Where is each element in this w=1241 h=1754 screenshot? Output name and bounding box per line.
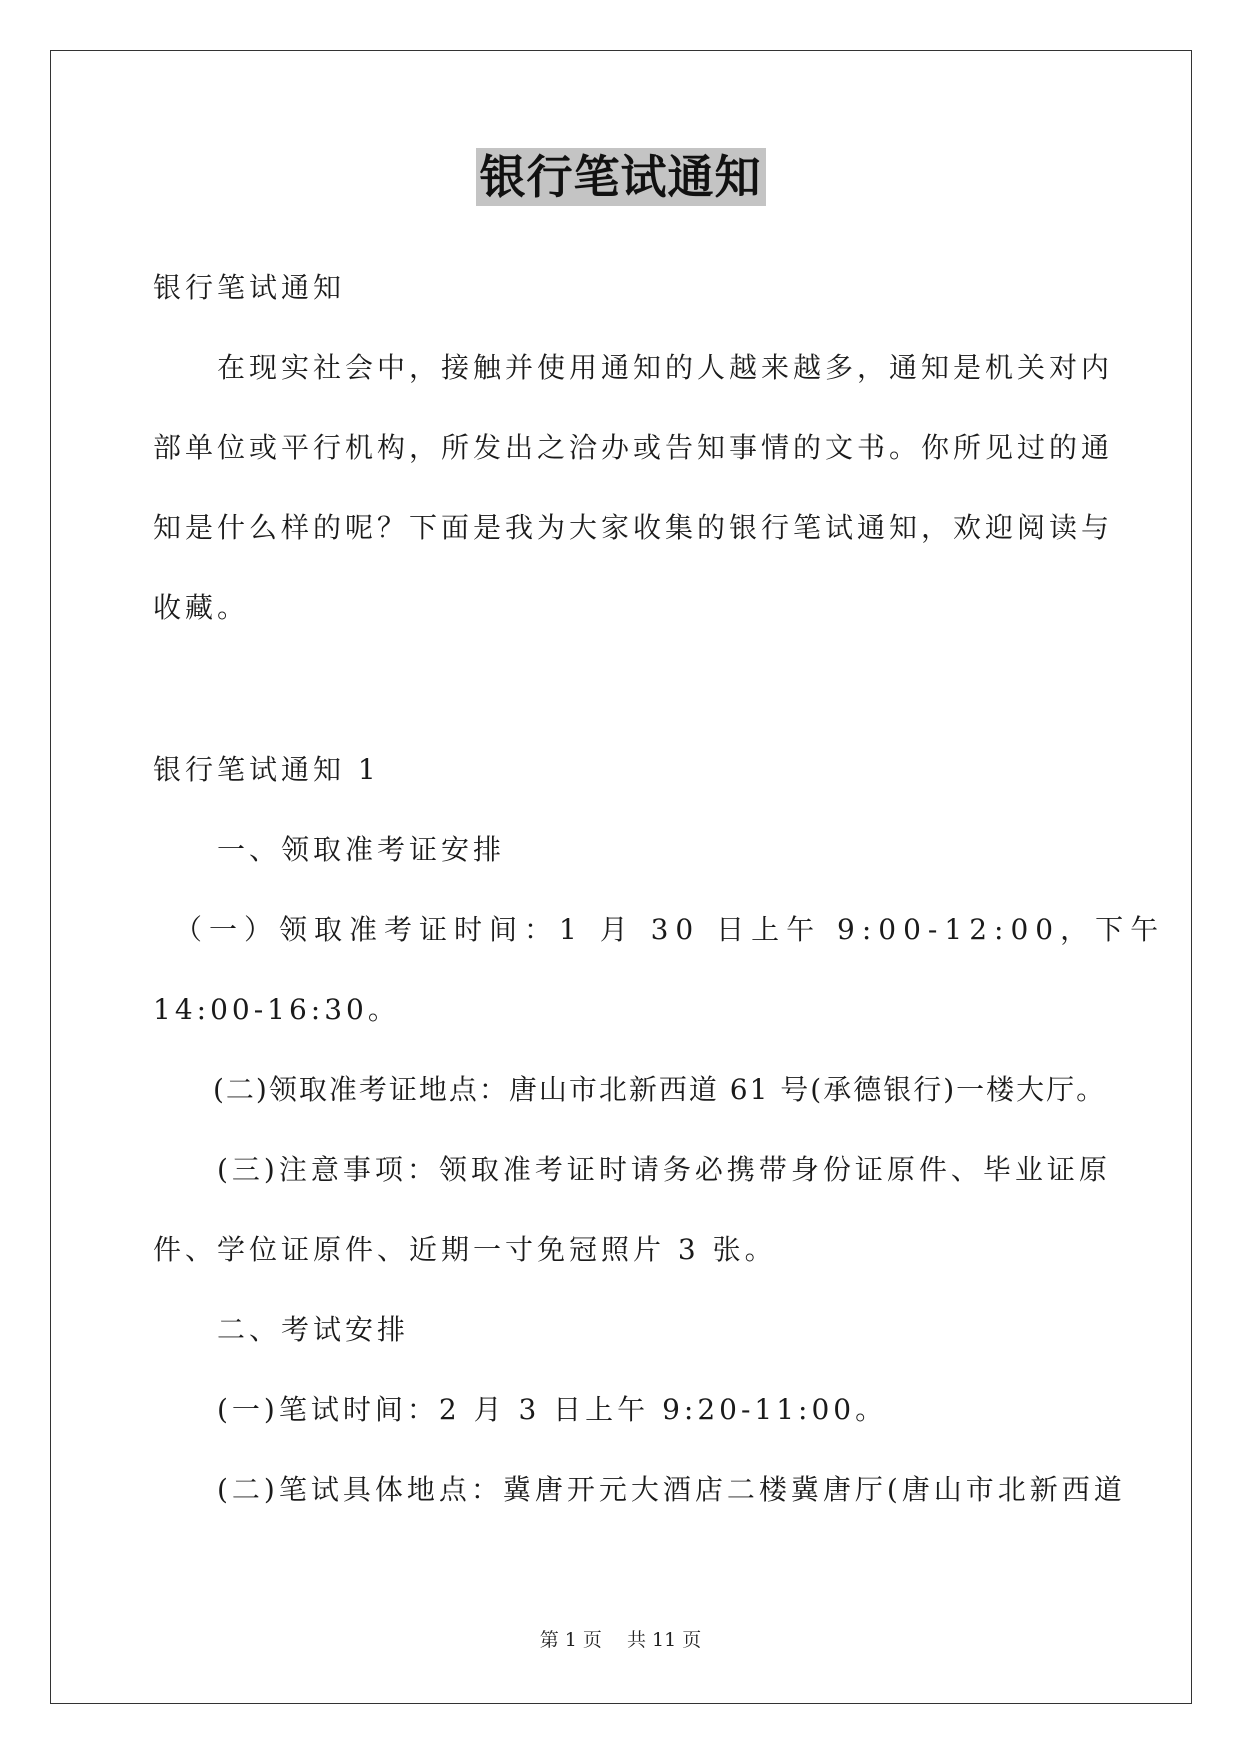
part-two-heading: 二、考试安排 xyxy=(153,1313,410,1346)
item-2-1-line: (一)笔试时间：2 月 3 日上午 9:20-11:00。 xyxy=(153,1393,888,1426)
intro-line-3: 知是什么样的呢？下面是我为大家收集的银行笔试通知，欢迎阅读与 xyxy=(153,511,1114,544)
title-container xyxy=(0,148,1241,206)
item-1-1-line-1: （一）领取准考证时间：1 月 30 日上午 9:00-12:00，下午 xyxy=(153,913,1166,946)
item-1-2-line: (二)领取准考证地点：唐山市北新西道 61 号(承德银行)一楼大厅。 xyxy=(153,1073,1107,1106)
document-title: 银行笔试通知 xyxy=(476,148,766,206)
intro-line-1: 在现实社会中，接触并使用通知的人越来越多，通知是机关对内 xyxy=(153,351,1114,384)
section-heading: 银行笔试通知 1 xyxy=(153,753,380,786)
subtitle-line: 银行笔试通知 xyxy=(153,271,346,304)
intro-line-2: 部单位或平行机构，所发出之洽办或告知事情的文书。你所见过的通 xyxy=(153,431,1114,464)
item-1-3-line-1: (三)注意事项：领取准考证时请务必携带身份证原件、毕业证原 xyxy=(153,1153,1111,1186)
item-1-1-line-2: 14:00-16:30。 xyxy=(153,993,400,1026)
item-2-2-line: (二)笔试具体地点：冀唐开元大酒店二楼冀唐厅(唐山市北新西道 xyxy=(153,1473,1126,1506)
page-footer: 第 1 页 共 11 页 xyxy=(539,1629,702,1651)
intro-line-4: 收藏。 xyxy=(153,591,250,624)
item-1-3-line-2: 件、学位证原件、近期一寸免冠照片 3 张。 xyxy=(153,1233,777,1266)
part-one-heading: 一、领取准考证安排 xyxy=(153,833,506,866)
